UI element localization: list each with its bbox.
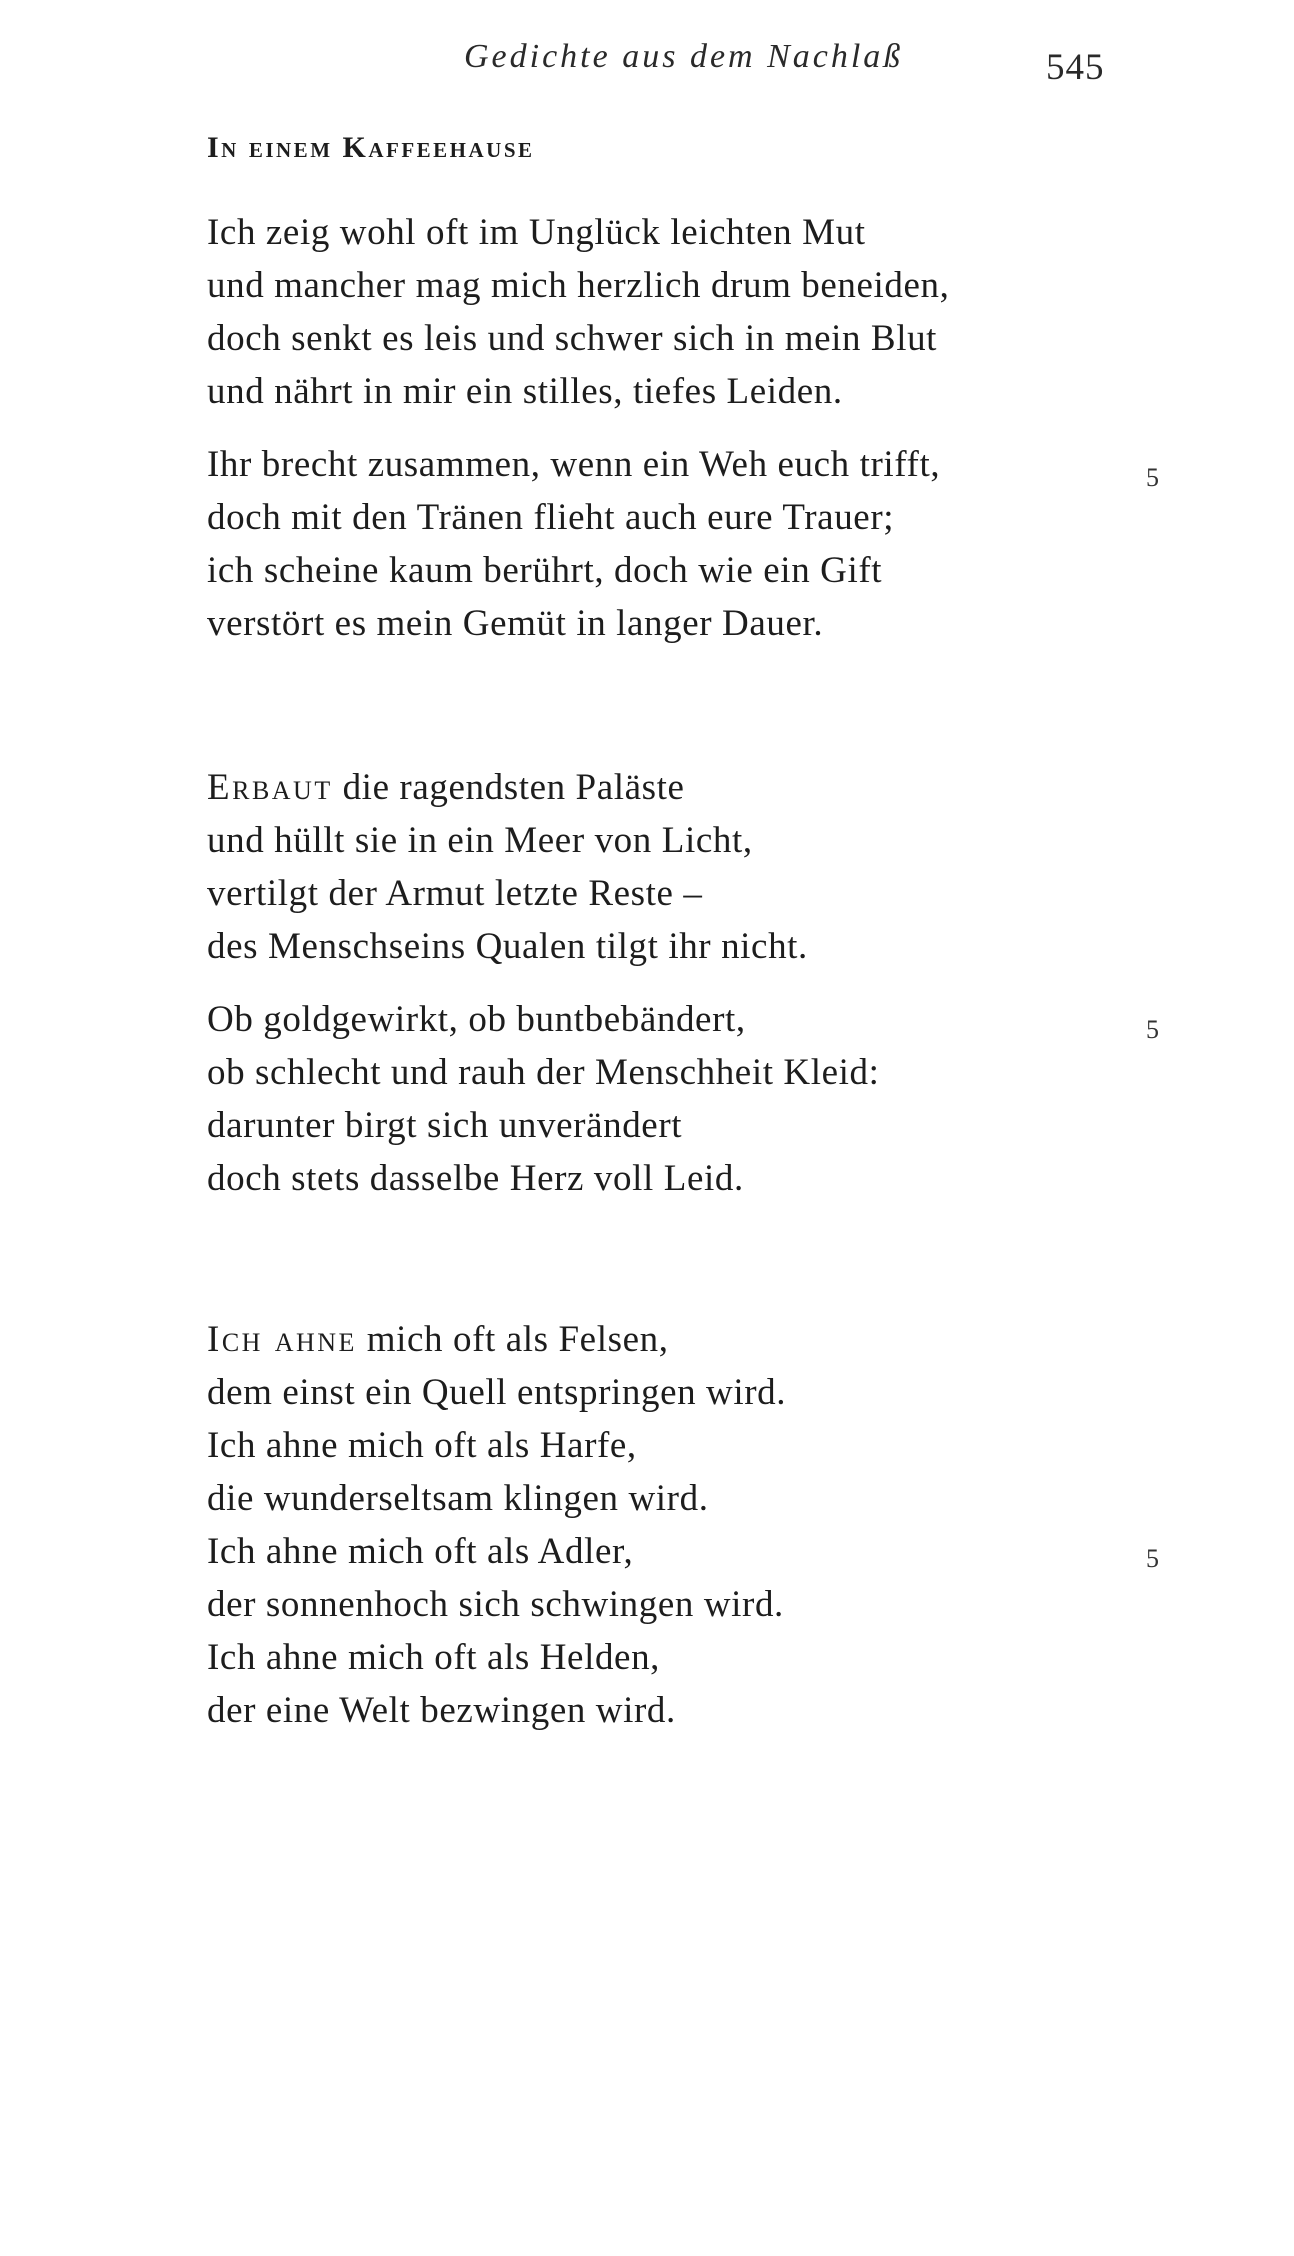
verse-line: Ich ahne mich oft als Helden, [207,1637,661,1678]
verse-line: dem einst ein Quell entspringen wird. [207,1372,787,1413]
line-number-marker: 5 [1146,1015,1159,1044]
verse-line-first [207,761,1107,814]
verse-line: Ob goldgewirkt, ob buntbebändert, [207,999,746,1040]
verse-line: vertilgt der Armut letzte Reste – [207,873,703,914]
page-number: 545 [1046,47,1105,88]
line-number-marker: 5 [1146,1544,1159,1573]
stanza [207,438,1107,650]
stanza [207,761,1107,973]
running-head: Gedichte aus dem Nachlaß [464,38,904,75]
verse-line-first [207,1313,1107,1366]
verse-line: ob schlecht und rauh der Menschheit Kleid: [207,1052,880,1093]
verse-line: verstört es mein Gemüt in langer Dauer. [207,603,824,644]
poem-title: In einem Kaffeehause [207,131,535,164]
verse-line: die wunderseltsam klingen wird. [207,1478,709,1519]
stanza [207,206,1107,418]
verse-line: doch mit den Tränen flieht auch eure Trauer; [207,497,895,538]
poem-erbaut [207,761,1107,1205]
verse-line: Ich ahne mich oft als Harfe, [207,1425,637,1466]
verse-line: doch senkt es leis und schwer sich in mein Blut [207,318,938,359]
line-number-marker: 5 [1146,463,1159,492]
poem-ich-ahne [207,1313,1107,1737]
first-line-rest: die ragendsten Paläste [332,767,685,808]
verse-line: Ihr brecht zusammen, wenn ein Weh euch trifft, [207,444,941,485]
verse-line: des Menschseins Qualen tilgt ihr nicht. [207,926,808,967]
incipit: Ich ahne [207,1319,357,1360]
verse-line: und hüllt sie in ein Meer von Licht, [207,820,753,861]
poem-kaffeehause [207,128,1107,650]
first-line-rest: mich oft als Felsen, [356,1319,669,1360]
verse-line: Ich ahne mich oft als Adler, [207,1531,634,1572]
stanza [207,993,1107,1205]
verse-line: darunter birgt sich unverändert [207,1105,683,1146]
verse-line: der eine Welt bezwingen wird. [207,1690,676,1731]
verse-line: der sonnenhoch sich schwingen wird. [207,1584,784,1625]
verse-line: ich scheine kaum berührt, doch wie ein Gift [207,550,883,591]
verse-line: Ich zeig wohl oft im Unglück leichten Mut [207,212,866,253]
verse-line: und mancher mag mich herzlich drum beneiden, [207,265,950,306]
incipit: Erbaut [207,767,333,808]
verse-line: doch stets dasselbe Herz voll Leid. [207,1158,744,1199]
verse-line: und nährt in mir ein stilles, tiefes Leiden. [207,371,843,412]
stanza [207,1313,1107,1737]
